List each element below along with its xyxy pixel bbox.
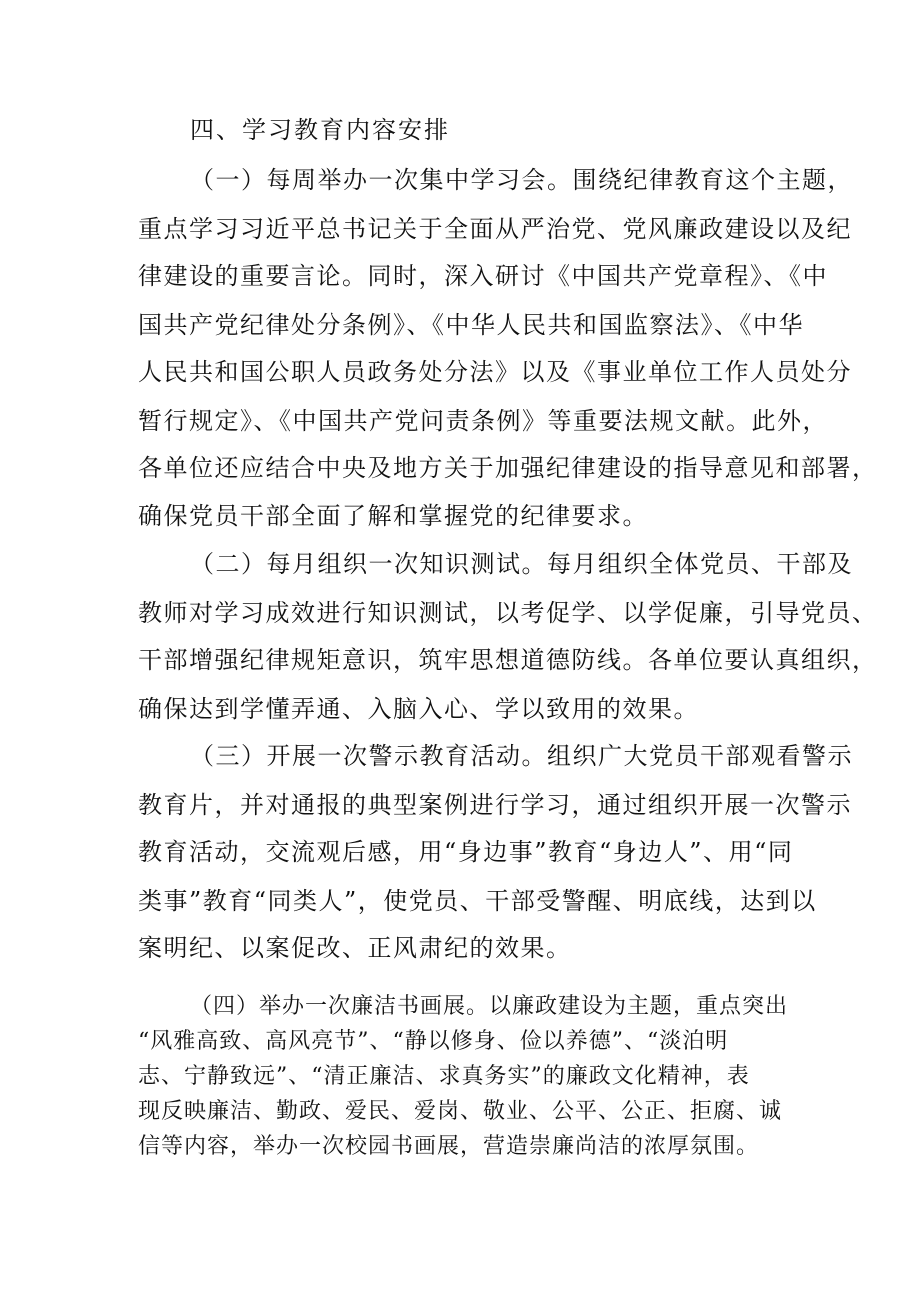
paragraph-line: 教育片，并对通报的典型案例进行学习，通过组织开展一次警示 <box>138 791 852 819</box>
paragraph-line: （一）每周举办一次集中学习会。围绕纪律教育这个主题， <box>190 166 853 194</box>
paragraph-line: “风雅高致、高风亮节”、“静以修身、俭以养德”、“淡泊明 <box>138 1029 729 1054</box>
paragraph-line: 各单位还应结合中央及地方关于加强纪律建设的指导意见和部署， <box>138 454 878 482</box>
paragraph-line: （二）每月组织一次知识测试。每月组织全体党员、干部及 <box>190 550 853 578</box>
paragraph-line: 确保党员干部全面了解和掌握党的纪律要求。 <box>138 502 648 530</box>
paragraph-line: （三）开展一次警示教育活动。组织广大党员干部观看警示 <box>190 742 853 770</box>
paragraph-line: 类事”教育“同类人”，使党员、干部受警醒、明底线，达到以 <box>138 887 817 915</box>
paragraph-line: 志、宁静致远”、“清正廉洁、求真务实”的廉政文化精神，表 <box>138 1064 750 1089</box>
paragraph-line: 教师对学习成效进行知识测试，以考促学、以学促廉，引导党员、 <box>138 599 878 627</box>
section-heading: 四、学习教育内容安排 <box>190 116 450 144</box>
paragraph-line: 人民共和国公职人员政务处分法》以及《事业单位工作人员处分 <box>138 358 852 386</box>
paragraph-line: 确保达到学懂弄通、入脑入心、学以致用的效果。 <box>138 695 699 723</box>
paragraph-line: 国共产党纪律处分条例》、《中华人民共和国监察法》、《中华 <box>138 311 804 339</box>
paragraph-line: 现反映廉洁、勤政、爱民、爱岗、敬业、公平、公正、拒腐、诚 <box>138 1099 783 1124</box>
paragraph-line: 教育活动，交流观后感，用“身边事”教育“身边人”、用“同 <box>138 838 794 866</box>
paragraph-line: 信等内容，举办一次校园书画展，营造崇廉尚洁的浓厚氛围。 <box>138 1134 760 1159</box>
paragraph-line: 暂行规定》、《中国共产党问责条例》等重要法规文献。此外， <box>138 407 828 435</box>
paragraph-line: 律建设的重要言论。同时，深入研讨《中国共产党章程》、《中 <box>138 262 828 290</box>
paragraph-line: （四）举办一次廉洁书画展。以廉政建设为主题，重点突出 <box>190 994 789 1019</box>
paragraph-line: 案明纪、以案促改、正风肃纪的效果。 <box>138 934 572 962</box>
paragraph-line: 重点学习习近平总书记关于全面从严治党、党风廉政建设以及纪 <box>138 215 852 243</box>
paragraph-line: 干部增强纪律规矩意识，筑牢思想道德防线。各单位要认真组织， <box>138 646 878 674</box>
